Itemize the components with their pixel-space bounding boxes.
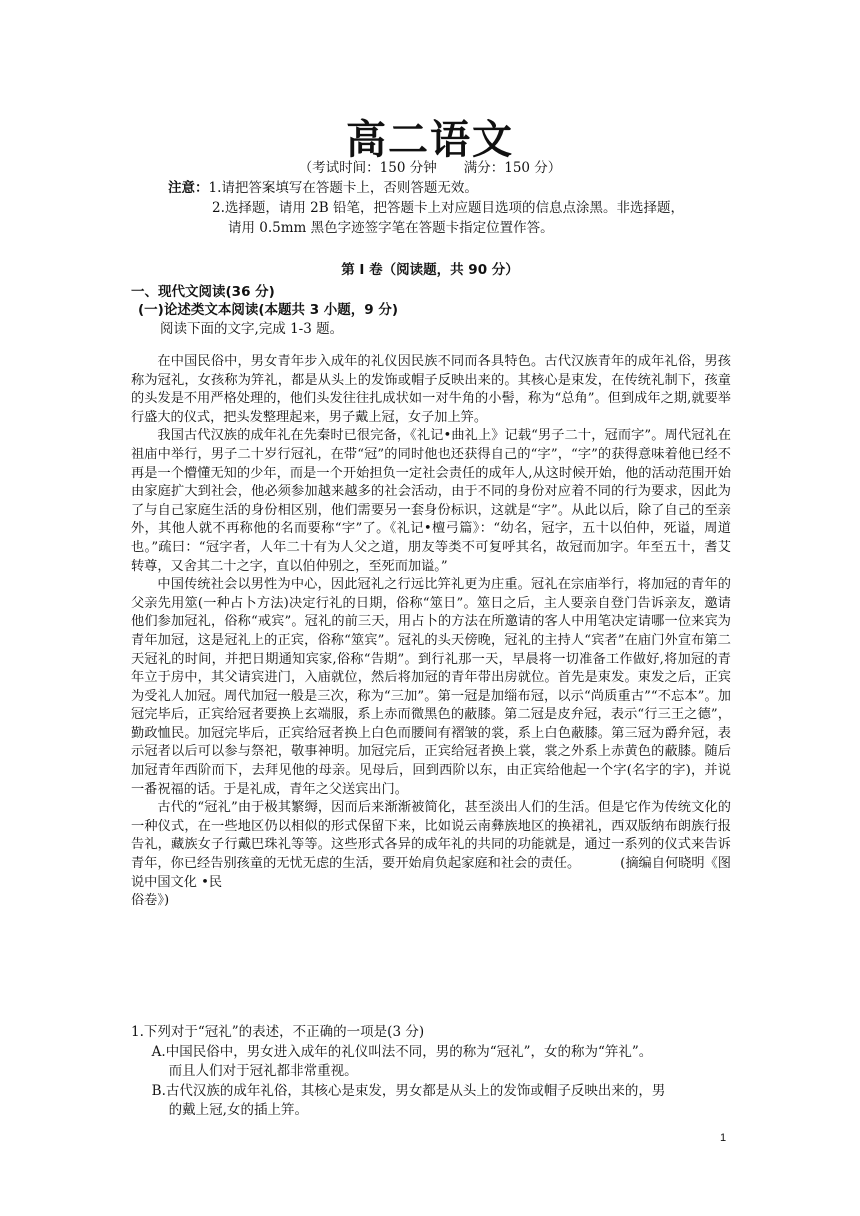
- reading-instruction: 阅读下面的文字,完成 1-3 题。: [160, 321, 344, 337]
- section-heading: 一、现代文阅读(36 分): [131, 284, 275, 300]
- exam-meta: （考试时间：150 分钟 满分：150 分）: [298, 160, 562, 176]
- option-a-text: A.中国民俗中，男女进入成年的礼仪叫法不同，男的称为“冠礼”，女的称为“笄礼”。: [151, 1043, 653, 1060]
- passage-paragraph-2: 我国古代汉族的成年礼在先秦时已很完备，《礼记•曲礼上》记载“男子二十，冠而字”。周代冠礼在祖庙中举行，男子二十岁行冠礼，在带“冠”的同时他也还获得自己的“字”，“字”的获得意味着他已经不再是一个懵懂无知的少年，而是一个开始担负一定社会责任的成年人,从这时候开始，他的活动范围开始由家庭扩大到社会，他必须参加越来越多的社会活动，由于不同的身份对应着不同的行为要求，因此为了与自己家庭生活的身份相区别，他们需要另一套身份标识，这就是“字”。从此以后，除了自己的至亲外，其他人就不再称他的名而要称“字”了。《礼记•檀弓篇》：“幼名，冠字，五十以伯仲，死谥，周道也。”疏曰：“冠字者，人年二十有为人父之道，朋友等类不可复呼其名，故冠而加字。年至五十，耆艾转尊，又舍其二十之字，直以伯仲别之，至死而加谥。”: [131, 428, 731, 574]
- passage-source-cont: 俗卷》): [131, 893, 170, 909]
- question-1: 1.下列对于“冠礼”的表述，不正确的一项是(3 分): [131, 1024, 425, 1040]
- subsection-heading: (一)论述类文本阅读(本题共 3 小题，9 分): [138, 302, 399, 318]
- page-number: 1: [720, 1132, 727, 1144]
- option-a-cont: 而且人们对于冠礼都非常重视。: [168, 1063, 358, 1079]
- option-a: [131, 1043, 731, 1082]
- passage-source: (摘编自何晓明《图说中国文化 •民: [131, 856, 731, 890]
- passage-paragraph-1: 在中国民俗中，男女青年步入成年的礼仪因民族不同而各具特色。古代汉族青年的成年礼俗，男孩称为冠礼，女孩称为笄礼，都是从头上的发饰或帽子反映出来的。其核心是束发，在传统礼制下，孩童的头发是不用严格处理的，他们头发往往扎成状如一对牛角的小髻，称为“总角”。但到成年之期,就要举行盛大的仪式，把头发整理起来，男子戴上冠，女子加上笄。: [131, 354, 731, 425]
- notice-line-1: [168, 178, 768, 198]
- passage-paragraph-4: [131, 799, 731, 892]
- option-b-cont: 的戴上冠,女的插上笄。: [168, 1102, 308, 1118]
- option-b-text: B.古代汉族的成年礼俗，其核心是束发，男女都是从头上的发饰或帽子反映出来的，男: [151, 1082, 666, 1099]
- reading-passage: [131, 353, 731, 911]
- notice-item-2: 2.选择题，请用 2B 铅笔，把答题卡上对应题目选项的信息点涂黑。非选择题，: [212, 200, 684, 216]
- notice-block: [168, 178, 768, 238]
- notice-label: 注意：: [168, 180, 209, 196]
- notice-item-1: 1.请把答案填写在答题卡上，否则答题无效。: [208, 180, 478, 196]
- option-b: [131, 1082, 731, 1121]
- passage-paragraph-4-text: 古代的“冠礼”由于极其繁缛，因而后来渐渐被简化，甚至淡出人们的生活。但是它作为传统文化的一种仪式，在一些地区仍以相似的形式保留下来，比如说云南彝族地区的换裙礼，西双版纳布朗族行报告礼，藏族女子行戴巴珠礼等等。这些形式各异的成年礼的共同的功能就是，通过一系列的仪式来告诉青年，你已经告别孩童的无忧无虑的生活，要开始肩负起家庭和社会的责任。: [131, 800, 731, 872]
- part-heading: 第 I 卷（阅读题，共 90 分）: [341, 262, 519, 278]
- exam-title: 高二语文: [346, 116, 514, 163]
- passage-paragraph-3: 中国传统社会以男性为中心，因此冠礼之行远比笄礼更为庄重。冠礼在宗庙举行，将加冠的青年的父亲先用筮(一种占卜方法)决定行礼的日期，俗称“筮日”。筮日之后，主人要亲自登门告诉亲友，邀请他们参加冠礼，俗称“戒宾”。冠礼的前三天，用占卜的方法在所邀请的客人中用笔决定请哪一位来宾为青年加冠，这是冠礼上的正宾，俗称“筮宾”。冠礼的头天傍晚，冠礼的主持人“宾者”在庙门外宣布第二天冠礼的时间，并把日期通知宾家,俗称“告期”。到行礼那一天，早晨将一切准备工作做好,将加冠的青年立于房中，其父请宾进门，入庙就位，然后将加冠的青年带出房就位。首先是束发。束发之后，正宾为受礼人加冠。周代加冠一般是三次，称为“三加”。第一冠是加缁布冠，以示“尚质重古”“不忘本”。加冠完毕后，正宾给冠者要换上玄端服，系上赤而微黑色的蔽膝。第二冠是皮弁冠，表示“行三王之德”，勤政恤民。加冠完毕后，正宾给冠者换上白色而腰间有褶皱的裳，系上白色蔽膝。第三冠为爵弁冠，表示冠者以后可以参与祭祀，敬事神明。加冠完后，正宾给冠者换上裳，裳之外系上赤黄色的蔽膝。随后加冠青年西阶而下，去拜见他的母亲。见母后，回到西阶以东，由正宾给他起一个字(名字的字)，并说一番祝福的话。于是礼成，青年之父送宾出门。: [131, 577, 731, 797]
- question-block: [131, 1023, 731, 1121]
- notice-item-2-cont: 请用 0.5mm 黑色字迹签字笔在答题卡指定位置作答。: [228, 220, 554, 236]
